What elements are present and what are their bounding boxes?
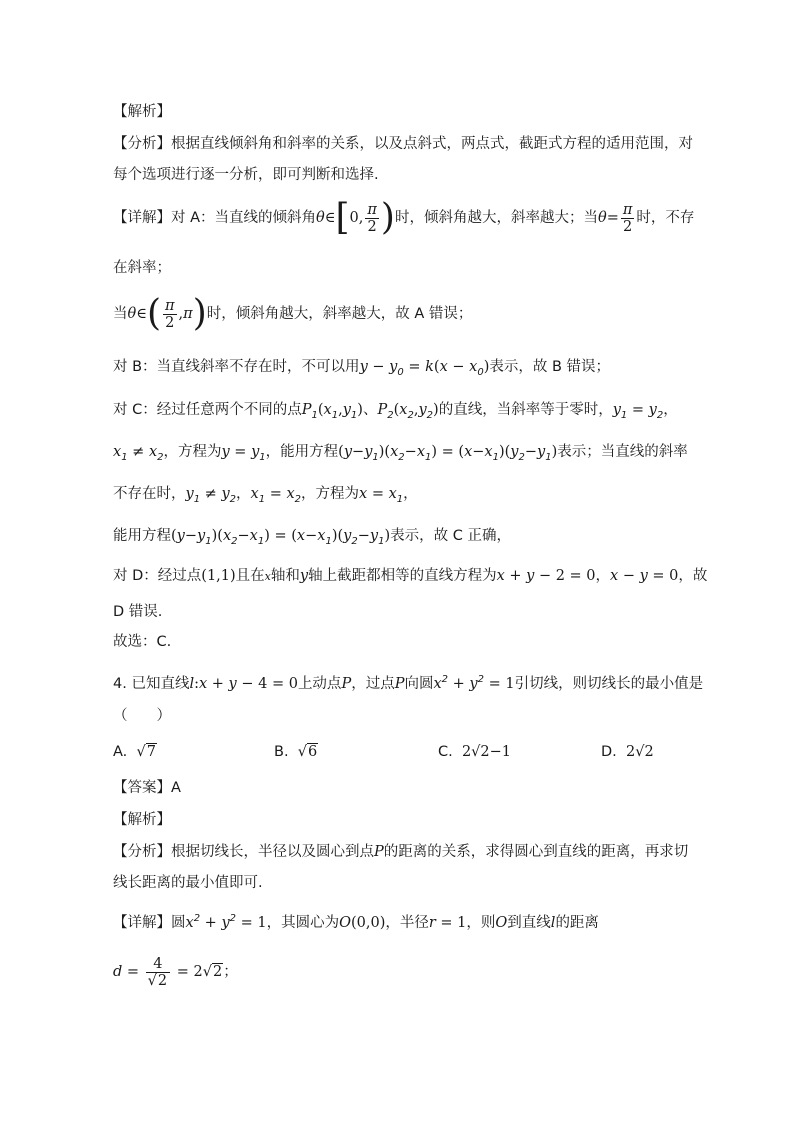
option-label: C.: [438, 744, 453, 760]
fenxi-line1: [113, 134, 693, 154]
text: 不存在时，: [113, 486, 186, 502]
xiangjie-c-line1: 对 C：经过任意两个不同的点$P_1(x_1,y_1)$、$P_2(x_2,y_2)$的直线，当斜率等于零时，$y_1 = y_2$，: [113, 402, 678, 421]
text: 轴和: [270, 568, 300, 584]
daan-tag: 【答案】: [113, 780, 171, 796]
text: 能用方程: [113, 528, 171, 544]
text: 表示；当直线的斜率: [557, 444, 688, 460]
daan-value: A: [171, 780, 181, 796]
xiangjie-c-line2: $x_1 \ne x_2$，方程为$y = y_1$，能用方程$(y-y_1)(x_2-x_1) = (x-x_1)(y_2-y_1)$表示；当直线的斜率: [113, 444, 688, 463]
answer-line: 故选：C.: [113, 634, 172, 650]
text: 当: [113, 306, 128, 322]
option-value: 6: [308, 744, 318, 760]
fenxi-line2: 每个选项进行逐一分析，即可判断和选择.: [113, 167, 379, 183]
text: 引切线，则切线长的最小值是: [514, 675, 704, 692]
text: 表示，故 B 错误；: [489, 359, 611, 375]
text: ，则: [466, 914, 496, 931]
xiangjie-a-line3: 当θ∈( $\frac{\pi}{2}$ ,π)时，倾斜角越大，斜率越大，故 A 错误；: [113, 293, 473, 334]
xiangjie-tag: 【详解】: [113, 210, 171, 226]
xiangjie-b: 对 B：当直线斜率不存在时，不可以用$y - y_0 = k(x - x_0)$表示，故 B 错误；: [113, 359, 611, 378]
option-label: B.: [274, 744, 289, 760]
text: 轴上截距都相等的直线方程为: [308, 568, 497, 584]
text: 时，倾斜角越大，斜率越大，故 A 错误；: [206, 306, 473, 322]
xiangjie-a-line2: 在斜率；: [113, 260, 171, 276]
text: 对 D：经过点: [113, 568, 202, 584]
text: ，过点: [351, 675, 395, 692]
text: ，半径: [385, 914, 429, 931]
text: 时，不存: [636, 210, 695, 226]
q4-distance-formula: d = $\frac{4}{√2}$ = 2√2；: [113, 955, 238, 989]
fenxi-tag: 【分析】: [113, 844, 171, 860]
q4-xiangjie-line1: 【详解】圆$x^2 + y^2 = 1$，其圆心为O(0,0)，半径r = 1，则O到直线l的距离: [113, 913, 599, 931]
fenxi-text: 根据直线倾斜角和斜率的关系，以及点斜式，两点式，截距式方程的适用范围，对: [171, 136, 693, 152]
option-label: D.: [601, 744, 617, 760]
fenxi-tag: 【分析】: [113, 136, 171, 152]
text: 的距离的关系，求得圆心到直线的距离，再求切: [383, 844, 689, 860]
option-d: [601, 742, 654, 762]
xiangjie-c-line4: 能用方程$(y-y_1)(x_2-x_1) = (x-x_1)(y_2-y_1)$表示，故 C 正确，: [113, 528, 511, 547]
option-b: B. √6: [274, 744, 318, 760]
text: 对 A：当直线的倾斜角: [171, 210, 317, 226]
option-a: A. √7: [113, 744, 156, 760]
option-value: 2√2−1: [461, 744, 512, 760]
xiangjie-tag: 【详解】: [113, 914, 171, 931]
text: ，故: [678, 568, 708, 584]
xiangjie-a-line1: 【详解】对 A：当直线的倾斜角θ∈[0, $\frac{\pi}{2}$ )时，倾斜角越大，斜率越大；当θ= $\frac{\pi}{2}$ 时，不存: [113, 197, 695, 238]
option-value: 7: [146, 744, 156, 760]
text: ，方程为: [163, 444, 222, 460]
text: ，方程为: [301, 486, 360, 502]
q4-fenxi-line2: 线长距离的最小值即可.: [113, 875, 263, 891]
q4-number: 4.: [113, 675, 127, 692]
text: 圆: [171, 914, 186, 931]
jiexi-tag: 【解析】: [113, 104, 171, 120]
text: 到直线: [507, 914, 551, 931]
q4-paren: （ ）: [113, 708, 171, 724]
xiangjie-d-line1: 对 D：经过点(1,1)且在x轴和y轴上截距都相等的直线方程为x + y − 2 = 0，x − y = 0，故: [113, 568, 708, 584]
text: ，能用方程: [265, 444, 339, 460]
xiangjie-d-line2: D 错误.: [113, 604, 163, 620]
text: ，其圆心为: [266, 914, 340, 931]
q4-jiexi-tag: 【解析】: [113, 812, 171, 828]
daan-line: [113, 778, 181, 798]
text: 上动点: [297, 675, 342, 692]
option-value: 2√2: [626, 744, 654, 760]
q4-fenxi-line1: 【分析】根据切线长，半径以及圆心到点P的距离的关系，求得圆心到直线的距离，再求切: [113, 844, 689, 860]
text: 向圆: [404, 675, 434, 692]
option-label: A.: [113, 744, 128, 760]
text: 根据切线长，半径以及圆心到点: [171, 844, 374, 860]
text: 的距离: [555, 914, 599, 931]
text: 表示，故 C 正确，: [390, 528, 511, 544]
text: 对 B：当直线斜率不存在时，不可以用: [113, 359, 360, 375]
xiangjie-c-line3: 不存在时，$y_1 \ne y_2$，$x_1 = x_2$，方程为$x = x_1$，: [113, 486, 418, 505]
text: 对 C：经过任意两个不同的点: [113, 402, 302, 418]
text: 且在: [235, 568, 265, 584]
q4-stem: 4. 已知直线l:x + y − 4 = 0上动点P，过点P向圆$x^2 + y^2 = 1$引切线，则切线长的最小值是: [113, 674, 704, 692]
text: ；: [223, 964, 238, 980]
text: 时，倾斜角越大，斜率越大；当: [394, 210, 598, 226]
option-c: [438, 742, 511, 762]
text: 已知直线: [131, 675, 190, 692]
text: 的直线，当斜率等于零时，: [438, 402, 613, 418]
